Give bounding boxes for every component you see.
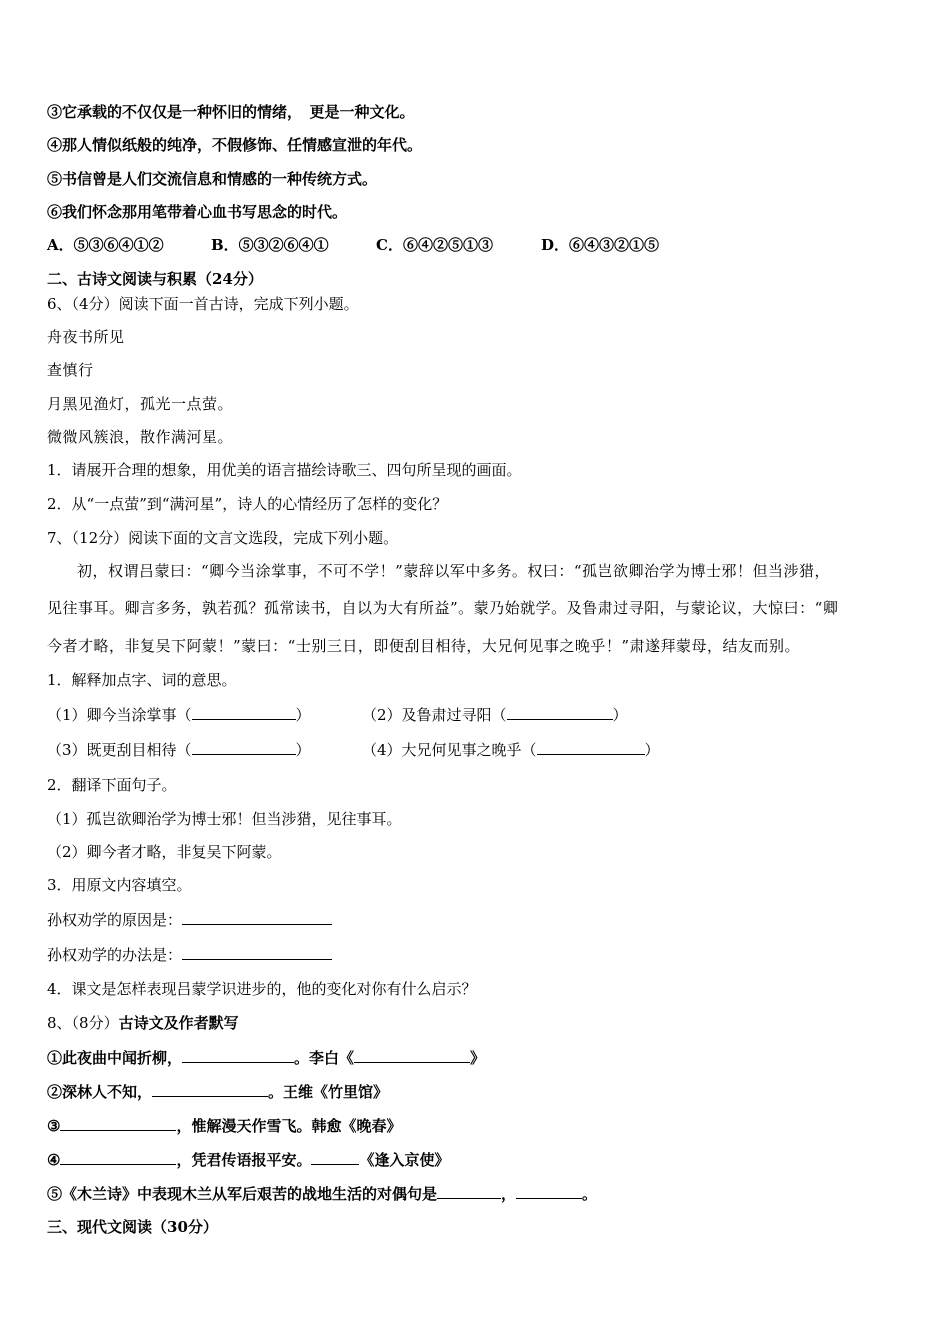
q5-sentence-5: ⑤书信曾是人们交流信息和情感的一种传统方式。	[47, 170, 378, 188]
word-4-blank[interactable]	[537, 739, 645, 755]
q8-line-5: ⑤《木兰诗》中表现木兰从军后艰苦的战地生活的对偶句是 ， 。	[47, 1185, 598, 1203]
word-2-blank[interactable]	[507, 704, 613, 720]
q8-line-3: ③ ，惟解漫天作雪飞。韩愈《晚春》	[47, 1117, 402, 1135]
word-4-label: （4）大兄何见事之晚乎（	[362, 741, 537, 759]
fill-method-blank[interactable]	[182, 944, 332, 960]
q8-prefix: 8、（8分）	[47, 1014, 119, 1032]
q8-line-2: ②深林人不知， 。王维《竹里馆》	[47, 1083, 389, 1101]
fill-reason-label: 孙权劝学的原因是：	[47, 911, 183, 929]
passage-line-1: 初，权谓吕蒙曰：“卿今当涂掌事，不可不学！”蒙辞以军中多务。权曰：“孤岂欲卿治学为博士邪！但当涉猎，	[77, 562, 831, 580]
fill-reason-blank[interactable]	[182, 909, 332, 925]
q8-blank-7[interactable]	[437, 1183, 501, 1199]
q6-sub-2: 2．从“一点萤”到“满河星”，诗人的心情经历了怎样的变化？	[47, 495, 448, 513]
word-1-label: （1）卿今当涂掌事（	[47, 706, 192, 724]
fill-method	[47, 944, 332, 965]
q6-stem: 6、（4分）阅读下面一首古诗，完成下列小题。	[47, 295, 359, 313]
option-d: D．⑥④③②①⑤	[541, 236, 660, 254]
poem-title: 舟夜书所见	[47, 328, 125, 346]
q8-blank-2[interactable]	[354, 1047, 470, 1063]
q5-sentence-4: ④那人情似纸般的纯净，不假修饰、任情感宣泄的年代。	[47, 136, 423, 154]
q7-sub-1-title: 1．解释加点字、词的意思。	[47, 671, 237, 689]
option-b: B．⑤③②⑥④①	[211, 236, 329, 254]
poem-author: 查慎行	[47, 361, 94, 379]
q7-sub-4: 4．课文是怎样表现吕蒙学识进步的，他的变化对你有什么启示？	[47, 980, 477, 998]
word-row-1: （1）卿今当涂掌事（ ） （2）及鲁肃过寻阳（ ）	[47, 706, 628, 724]
word-2-label: （2）及鲁肃过寻阳（	[362, 706, 507, 724]
q8-line-1: ①此夜曲中闻折柳， 。李白《 》	[47, 1049, 486, 1067]
word-3-blank[interactable]	[192, 739, 296, 755]
passage-line-2: 见往事耳。卿言多务，孰若孤？孤常读书，自以为大有所益”。蒙乃始就学。及鲁肃过寻阳，与蒙论议，大惊曰：“卿	[47, 599, 839, 617]
option-a: A．⑤③⑥④①②	[47, 236, 164, 254]
passage-line-3: 今者才略，非复吴下阿蒙！”蒙曰：“士别三日，即便刮目相待，大兄何见事之晚乎！”肃遂拜蒙母，结友而别。	[47, 637, 801, 655]
q7-sub-3-title: 3．用原文内容填空。	[47, 876, 192, 894]
q8-blank-4[interactable]	[60, 1115, 176, 1131]
section-2-title: 二、古诗文阅读与积累（24分）	[47, 270, 263, 288]
q8-title: 古诗文及作者默写	[118, 1014, 239, 1032]
q5-sentence-3: ③它承载的不仅仅是一种怀旧的情绪， 更是一种文化。	[47, 103, 415, 121]
q8-blank-1[interactable]	[182, 1047, 294, 1063]
section-3-title: 三、现代文阅读（30分）	[47, 1218, 218, 1236]
translate-2: （2）卿今者才略，非复吴下阿蒙。	[47, 843, 282, 861]
q8-blank-6[interactable]	[311, 1149, 359, 1165]
poem-line-1: 月黑见渔灯，孤光一点萤。	[47, 395, 234, 413]
poem-line-2: 微微风簇浪，散作满河星。	[47, 428, 234, 446]
fill-method-label: 孙权劝学的办法是：	[47, 946, 183, 964]
option-c: C．⑥④②⑤①③	[376, 236, 493, 254]
word-1-blank[interactable]	[192, 704, 296, 720]
q8-blank-5[interactable]	[60, 1149, 176, 1165]
q7-stem: 7、（12分）阅读下面的文言文选段，完成下列小题。	[47, 529, 399, 547]
word-row-2: （3）既更刮目相待（ ） （4）大兄何见事之晚乎（ ）	[47, 741, 660, 759]
q6-sub-1: 1．请展开合理的想象，用优美的语言描绘诗歌三、四句所呈现的画面。	[47, 461, 522, 479]
q5-sentence-6: ⑥我们怀念那用笔带着心血书写思念的时代。	[47, 203, 348, 221]
q8-line-4: ④ ，凭君传语报平安。 《逢入京使》	[47, 1151, 450, 1169]
word-3-label: （3）既更刮目相待（	[47, 741, 192, 759]
translate-1: （1）孤岂欲卿治学为博士邪！但当涉猎，见往事耳。	[47, 810, 402, 828]
fill-reason	[47, 909, 332, 930]
q7-sub-2-title: 2．翻译下面句子。	[47, 776, 177, 794]
q8-blank-3[interactable]	[152, 1081, 268, 1097]
q8-stem	[47, 1013, 239, 1033]
q8-blank-8[interactable]	[516, 1183, 582, 1199]
